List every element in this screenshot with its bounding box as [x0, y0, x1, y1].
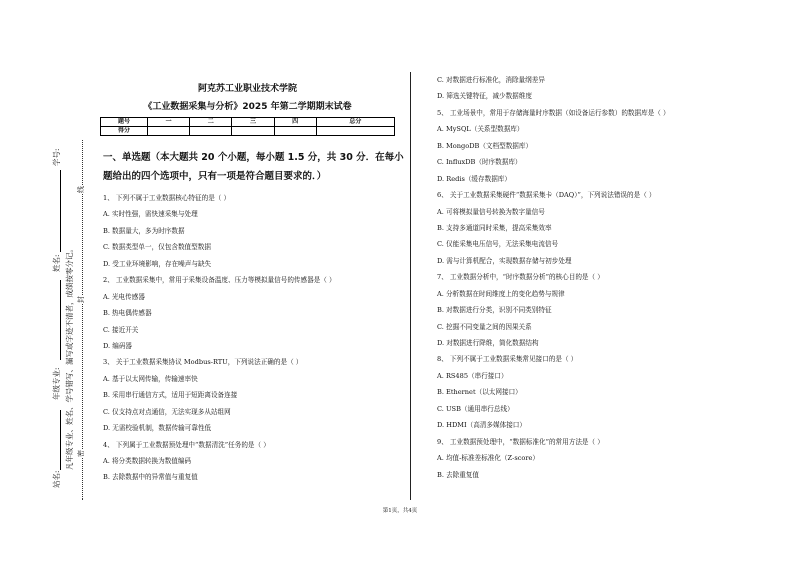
- score-cell: [316, 127, 394, 136]
- answer-option: A. 均值-标准差标准化（Z-score）: [437, 454, 540, 463]
- answer-option: A. 基于以太网传输，传输速率快: [103, 374, 198, 383]
- answer-option: D. 需与计算机配合，实现数据存储与初步处理: [437, 256, 572, 265]
- score-row-label: 得分: [101, 127, 148, 136]
- station-blank[interactable]: [60, 410, 61, 470]
- answer-option: B. MongoDB（文档型数据库）: [437, 141, 533, 150]
- binding-margin: [30, 140, 90, 500]
- answer-option: C. USB（通用串行总线）: [437, 404, 514, 413]
- answer-option: B. 采用串行通信方式，适用于短距离设备连接: [103, 391, 238, 400]
- section-heading-line: 一、单选题（本大题共 20 个小题，每小题 1.5 分，共 30 分．在每小: [103, 152, 404, 163]
- right-question-column: [437, 72, 670, 483]
- grade-major-label: 年级专业:: [52, 367, 61, 400]
- question-stem: 6、 关于工业数据采集硬件“数据采集卡（DAQ）”，下列说法错误的是（ ）: [437, 191, 656, 200]
- score-cell: [232, 127, 274, 136]
- answer-option: D. 无需校验机制，数据传输可靠性低: [103, 424, 212, 433]
- seal-mark-mi: 密: [77, 450, 85, 457]
- column-divider: [410, 72, 411, 500]
- answer-option: D. 对数据进行降维，简化数据结构: [437, 339, 539, 347]
- question-stem: 7、 工业数据分析中，“时序数据分析”的核心目的是（ ）: [437, 273, 604, 282]
- answer-option: D. 编码器: [103, 341, 133, 350]
- score-table-score-row: [101, 127, 395, 136]
- answer-option: A. 可将模拟量信号转换为数字量信号: [437, 207, 545, 216]
- question-stem: 5、 工业场景中，常用于存储海量时序数据（如设备运行参数）的数据库是（ ）: [437, 108, 670, 117]
- answer-option: C. 仅支持点对点通信，无法实现多从站组网: [103, 407, 231, 416]
- station-label: 站名:: [52, 470, 61, 488]
- score-header-cell: 一: [148, 118, 190, 127]
- exam-title: 《工业数据采集与分析》2025 年第二学期期末试卷: [143, 102, 352, 112]
- question-stem: 3、 关于工业数据采集协议 Modbus-RTU，下列说法正确的是（ ）: [103, 358, 303, 367]
- answer-option: C. InfluxDB（时序数据库）: [437, 158, 522, 167]
- score-cell: [190, 127, 232, 136]
- page-number: 第1页，共4页: [382, 508, 418, 514]
- answer-option: A. 光电传感器: [103, 292, 145, 301]
- answer-option: B. 热电偶传感器: [103, 309, 152, 318]
- answer-option: C. 接近开关: [103, 325, 139, 334]
- name-blank[interactable]: [60, 170, 61, 252]
- answer-option: B. 对数据进行分类，识别不同类别特征: [437, 306, 552, 315]
- score-table: [100, 117, 395, 136]
- student-id-label: 学号:: [52, 148, 61, 166]
- answer-option: B. 去除数据中的异常值与重复值: [103, 473, 198, 482]
- answer-option: A. 分析数据在时间维度上的变化趋势与规律: [437, 289, 565, 298]
- answer-option: D. 筛选关键特征，减少数据维度: [437, 92, 532, 101]
- answer-option: B. 数据量大，多为时序数据: [103, 226, 185, 235]
- score-cell: [148, 127, 190, 136]
- binding-notice: 凡年级专业、姓名、学号错写、漏写或字迹不清者，成绩按零分记。: [65, 245, 74, 470]
- answer-option: A. 将分类数据转换为数值编码: [103, 457, 192, 465]
- score-table-header-row: [101, 118, 395, 127]
- seal-dotted-line: [82, 140, 83, 500]
- answer-option: A. MySQL（关系型数据库）: [437, 125, 524, 134]
- name-label: 姓名:: [52, 254, 61, 272]
- grade-major-blank[interactable]: [60, 280, 61, 360]
- seal-mark-feng: 封: [77, 296, 85, 303]
- answer-option: A. 实时性强，需快速采集与处理: [103, 210, 198, 219]
- answer-option: B. 支持多通道同时采集，提高采集效率: [437, 223, 552, 232]
- score-cell: [274, 127, 316, 136]
- section-heading-line: 题给出的四个选项中，只有一项是符合题目要求的．）: [103, 171, 327, 182]
- answer-option: B. Ethernet（以太网接口）: [437, 388, 522, 397]
- question-stem: 2、 工业数据采集中，常用于采集设备温度、压力等模拟量信号的传感器是（ ）: [103, 276, 336, 285]
- score-header-cell: 二: [190, 118, 232, 127]
- answer-option: D. Redis（缓存数据库）: [437, 174, 511, 183]
- question-stem: 1、 下列不属于工业数据核心特征的是（ ）: [103, 194, 231, 202]
- section-heading: [103, 148, 404, 186]
- score-header-cell: 题号: [101, 118, 148, 127]
- answer-option: B. 去除重复值: [437, 470, 480, 479]
- answer-option: C. 数据类型单一，仅包含数值型数据: [103, 243, 211, 252]
- score-header-cell: 三: [232, 118, 274, 127]
- score-header-cell: 四: [274, 118, 316, 127]
- answer-option: C. 仅能采集电压信号，无法采集电流信号: [437, 240, 559, 249]
- answer-option: C. 对数据进行标准化，消除量纲差异: [437, 76, 545, 84]
- left-question-column: [103, 190, 336, 486]
- question-stem: 9、 工业数据预处理中，“数据标准化”的常用方法是（ ）: [437, 437, 604, 446]
- answer-option: D. 受工业环境影响，存在噪声与缺失: [103, 259, 212, 268]
- answer-option: C. 挖掘不同变量之间的因果关系: [437, 322, 532, 331]
- question-stem: 4、 下列属于工业数据预处理中“数据清洗”任务的是（ ）: [103, 440, 270, 449]
- answer-option: D. HDMI（高清多媒体接口）: [437, 421, 526, 430]
- seal-mark-xian: 线: [77, 186, 85, 193]
- question-stem: 8、 下列不属于工业数据采集常见接口的是（ ）: [437, 355, 578, 364]
- score-header-cell: 总分: [316, 118, 394, 127]
- answer-option: A. RS485（串行接口）: [437, 371, 508, 380]
- school-name: 阿克苏工业职业技术学院: [197, 84, 297, 94]
